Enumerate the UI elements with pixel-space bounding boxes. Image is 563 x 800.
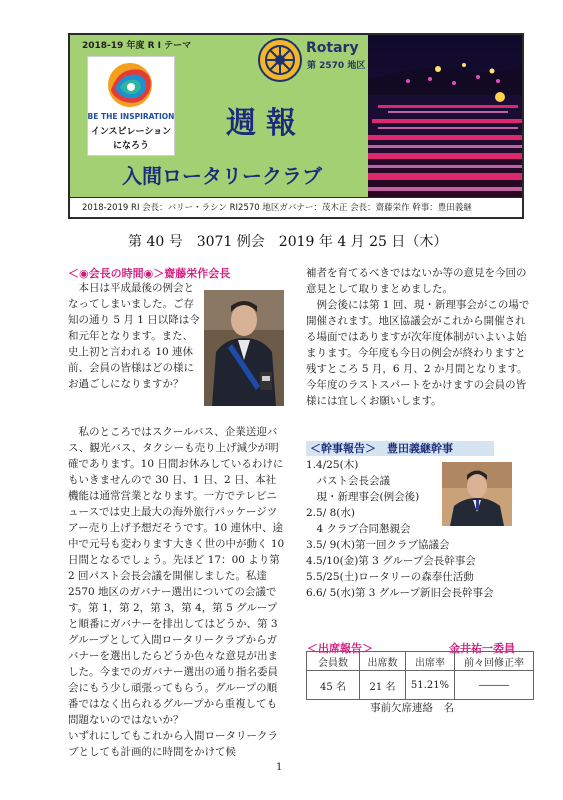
- table-cell: 21 名: [360, 671, 406, 700]
- theme-logo-swirl-icon: [101, 60, 159, 110]
- theme-logo-caption-1: インスピレーション: [90, 127, 172, 137]
- president-continued-text-1: 補者を育てるべきではないか等の意見を今回の意見として取りまとめました。: [306, 267, 527, 295]
- table-header-cell: 出席率: [406, 652, 455, 671]
- absence-note: 事前欠席連絡 名: [370, 702, 454, 714]
- list-item: 6.6/ 5(水)第 3 グループ新旧会長幹事会: [306, 587, 494, 599]
- president-intro: [68, 280, 202, 392]
- list-item: 4 クラブ合同懇親会: [306, 523, 411, 535]
- theme-label: 2018-19 年度 R I テーマ: [82, 41, 192, 51]
- theme-logo-caption-2: になろう: [112, 141, 149, 151]
- bulletin-title: 週報: [226, 106, 306, 141]
- table-cell: 51.21%: [406, 671, 455, 700]
- theme-logo-text: BE THE INSPIRATION: [87, 112, 175, 121]
- attendance-reporter: 金井祐一委員: [449, 642, 515, 655]
- club-name: 入間ロータリークラブ: [122, 164, 322, 188]
- table-cell: 45 名: [307, 671, 360, 700]
- table-header-cell: 会員数: [307, 652, 360, 671]
- issue-line: 第 40 号 3071 例会 2019 年 4 月 25 日（木）: [128, 234, 448, 250]
- president-body: [68, 424, 286, 760]
- page-number: 1: [276, 762, 283, 773]
- list-item: 2.5/ 8(水): [306, 507, 355, 519]
- rotary-wordmark: Rotary: [306, 40, 359, 56]
- president-continued: [306, 265, 530, 409]
- president-body-text: 私のところではスクールバス、企業送迎バス、観光バス、タクシーも売り上げ減少が明確であります。10 日間お休みしているわけにもいきませんので 30 日、1 日、2 日、本社機能は通常営業となります。一方でテレビニュースでは史上最大の海外旅行パッケージツアー売り上げ予想だそうです。10 連休中、途中で元号も変わります大きく世の中が動く 10 日間となるでしょう。先ほど 17：00 より第 2 回パスト会長会議を開催しました。私達 2570 地区のガバナー選出についての会議です。第 1，第 2，第 3，第 4，第 5 グループと順番にガバナーを排出してはどうか、第 3 グループとして入間ロータリークラブからガバナーを選出したらどうか色々な意見が出ました。今までのガバナー選出の通り指名委員会にもう少し頑張ってもらう。グループの順番ではなく出られるグループから重複しても問題ないのではないか？: [68, 426, 285, 726]
- secretary-photo: [442, 462, 512, 526]
- list-item: パスト会長会議: [306, 475, 390, 487]
- list-item: 1.4/25(木): [306, 459, 359, 471]
- list-item: 3.5/ 9(木)第一回クラブ協議会: [306, 539, 450, 551]
- secretary-report-heading: ＜幹事報告＞ 豊田義継幹事: [306, 441, 494, 456]
- illumination-photo: [368, 35, 522, 197]
- list-item: 現・新理事会(例会後): [306, 491, 420, 503]
- officers-line: 2018-2019 RI 会長：バリー・ラシン RI2570 地区ガバナー：茂木正 会長：齋藤栄作 幹事：豊田義継: [70, 197, 522, 217]
- attendance-heading: ＜出席報告＞: [307, 642, 373, 655]
- president-photo: [204, 290, 284, 406]
- table-row: [307, 671, 534, 700]
- president-intro-text: 本日は平成最後の例会となってしまいました。ご存知の通り 5 月 1 日以降は令和元年となります。また、史上初と言われる 10 連休前、会員の皆様はどの様にお過ごしになりますか？: [68, 282, 200, 390]
- attendance-table: [306, 651, 534, 700]
- president-continued-text-2: 例会後には第 1 回、現・新理事会がこの場で開催されます。地区協議会がこれから開催される場面ではありますが次年度体制がいよいよ始まります。今年度も今日の例会が終わりますと残すところ 5 月，6 月、2 か月間となります。今年度のラストスパートをかけますの会員の皆様には宜しくお願いします。: [306, 299, 530, 407]
- table-header-cell: 前々回修正率: [455, 652, 534, 671]
- rotary-wheel-icon: [257, 37, 303, 83]
- list-item: 4.5/10(金)第 3 グループ会長幹事会: [306, 555, 476, 567]
- list-item: 5.5/25(土)ロータリーの森奉仕活動: [306, 571, 474, 583]
- table-header-row: [307, 652, 534, 671]
- table-cell: ―――: [455, 671, 534, 700]
- rotary-district: 第 2570 地区: [307, 61, 366, 71]
- president-closing-text: いずれにしてもこれから入間ロータリークラブとしても計画的に時間をかけて候: [68, 730, 278, 758]
- president-heading: ＜◉会長の時間◉＞齋藤栄作会長: [68, 267, 231, 280]
- table-header-cell: 出席数: [360, 652, 406, 671]
